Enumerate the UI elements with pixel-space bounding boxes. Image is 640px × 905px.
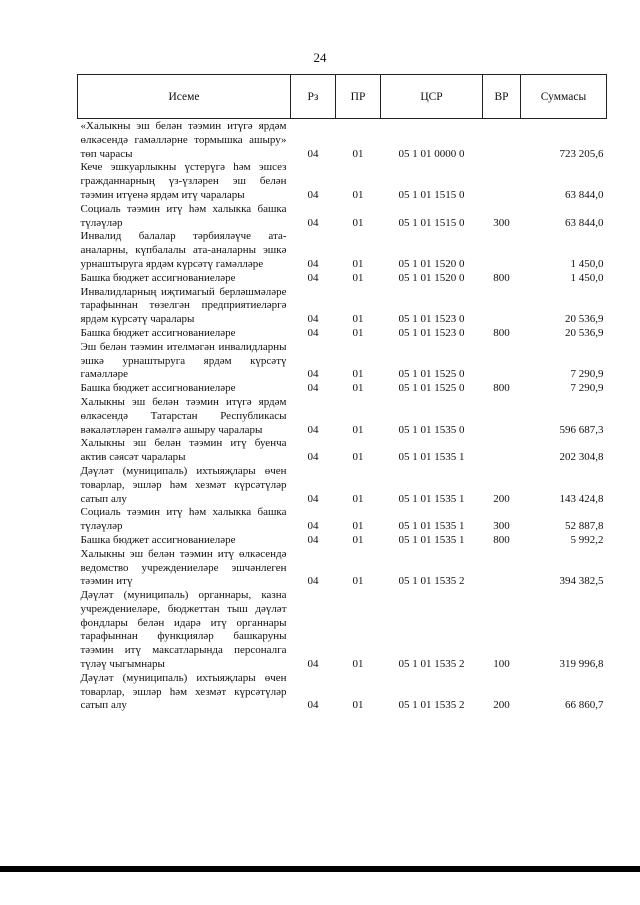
header-rz: Рз [291, 75, 336, 119]
row-name: Социаль тәэмин итү һәм халыкка башка түләүләр [80, 506, 287, 533]
row-pr: 01 [352, 451, 364, 464]
row-name: «Халыкны эш белән тәэмин итүгә ярдәм өлкәсендә гамәлләрне тормышка ашыру» төп чарасы [80, 120, 287, 160]
row-sum: 143 424,8 [559, 492, 604, 505]
row-rz: 04 [307, 492, 319, 505]
row-csr: 05 1 01 1515 0 [398, 188, 465, 201]
row-pr: 01 [352, 658, 364, 671]
table-row [78, 672, 607, 713]
row-csr: 05 1 01 1535 2 [398, 699, 465, 712]
row-name: Эш белән тәэмин ителмәгән инвалидларны эшкә урнаштыруга ярдәм күрсәтү гамәлләре [80, 340, 287, 381]
table-row [78, 465, 607, 506]
row-vr [483, 548, 521, 589]
row-pr: 01 [352, 326, 364, 339]
row-vr [483, 119, 521, 162]
row-name: Инвалидларның иҗтимагый берләшмәләре тарафыннан төзелгән предприятиеләргә ярдәм күрсәтү чаралары [80, 285, 287, 326]
row-rz: 04 [307, 423, 319, 436]
table-row [78, 506, 607, 534]
row-rz: 04 [307, 575, 319, 588]
row-vr [483, 230, 521, 271]
table-row [78, 548, 607, 589]
table-row [78, 286, 607, 327]
row-sum: 394 382,5 [559, 575, 604, 588]
table-row [78, 161, 607, 202]
row-vr: 800 [493, 533, 510, 546]
row-vr: 200 [493, 699, 510, 712]
row-sum: 63 844,0 [565, 188, 604, 201]
row-rz: 04 [307, 188, 319, 201]
table-row [78, 534, 607, 548]
row-rz: 04 [307, 451, 319, 464]
row-sum: 319 996,8 [559, 658, 604, 671]
row-sum: 52 887,8 [565, 520, 604, 533]
row-csr: 05 1 01 1535 0 [398, 423, 465, 436]
row-name: Башка бюджет ассигнованиеләре [80, 326, 236, 339]
row-pr: 01 [352, 423, 364, 436]
row-rz: 04 [307, 216, 319, 229]
row-vr: 800 [493, 382, 510, 395]
row-pr: 01 [352, 271, 364, 284]
row-pr: 01 [352, 216, 364, 229]
table-row [78, 382, 607, 396]
row-pr: 01 [352, 368, 364, 381]
row-pr: 01 [352, 188, 364, 201]
row-sum: 1 450,0 [570, 271, 604, 284]
row-vr [483, 161, 521, 202]
table-row [78, 119, 607, 162]
row-name: Халыкны эш белән тәэмин итү өлкәсендә ведомство учреждениеләре эшчәнлеген тәэмин итү [80, 547, 287, 588]
table-row [78, 203, 607, 231]
row-csr: 05 1 01 0000 0 [398, 147, 465, 160]
row-csr: 05 1 01 1515 0 [398, 216, 465, 229]
row-rz: 04 [307, 699, 319, 712]
row-pr: 01 [352, 699, 364, 712]
row-rz: 04 [307, 147, 319, 160]
row-vr: 100 [493, 658, 510, 671]
row-name: Башка бюджет ассигнованиеләре [80, 533, 236, 546]
row-sum: 596 687,3 [559, 423, 604, 436]
row-pr: 01 [352, 533, 364, 546]
row-sum: 7 290,9 [570, 382, 604, 395]
row-rz: 04 [307, 313, 319, 326]
row-csr: 05 1 01 1523 0 [398, 326, 465, 339]
row-csr: 05 1 01 1535 2 [398, 575, 465, 588]
row-vr [483, 286, 521, 327]
row-name: Социаль тәэмин итү һәм халыкка башка түләүләр [80, 202, 287, 229]
row-sum: 20 536,9 [565, 326, 604, 339]
table-row [78, 589, 607, 672]
row-sum: 20 536,9 [565, 313, 604, 326]
table-row [78, 327, 607, 341]
row-vr: 800 [493, 271, 510, 284]
row-rz: 04 [307, 368, 319, 381]
header-name: Исеме [78, 75, 291, 119]
row-vr [483, 396, 521, 437]
row-sum: 723 205,6 [559, 147, 604, 160]
header-sum: Суммасы [521, 75, 607, 119]
page-bottom-border [0, 866, 640, 872]
table-header-row [78, 75, 607, 119]
row-pr: 01 [352, 257, 364, 270]
row-csr: 05 1 01 1535 1 [398, 492, 465, 505]
row-rz: 04 [307, 533, 319, 546]
row-vr: 800 [493, 326, 510, 339]
row-name: Халыкны эш белән тәэмин итүгә ярдәм өлкәсендә Татарстан Республикасы вәкаләтләрен гамәлгә ашыру чаралары [80, 395, 287, 436]
row-pr: 01 [352, 382, 364, 395]
row-csr: 05 1 01 1520 0 [398, 271, 465, 284]
row-rz: 04 [307, 271, 319, 284]
row-pr: 01 [352, 575, 364, 588]
row-pr: 01 [352, 520, 364, 533]
table-body [78, 119, 607, 714]
row-csr: 05 1 01 1535 1 [398, 451, 465, 464]
row-sum: 63 844,0 [565, 216, 604, 229]
row-rz: 04 [307, 326, 319, 339]
row-name: Кече эшкуарлыкны үстерүгә һәм эшсез гражданнарның үз-үзләрен эш белән тәэмин итүенә ярдәм итү чаралары [80, 161, 287, 201]
row-pr: 01 [352, 147, 364, 160]
row-csr: 05 1 01 1523 0 [398, 313, 465, 326]
row-rz: 04 [307, 520, 319, 533]
header-csr: ЦСР [381, 75, 483, 119]
table-row [78, 272, 607, 286]
row-csr: 05 1 01 1535 1 [398, 533, 465, 546]
row-sum: 7 290,9 [570, 368, 604, 381]
budget-table [77, 74, 607, 713]
row-vr: 300 [493, 520, 510, 533]
table-row [78, 396, 607, 437]
row-name: Башка бюджет ассигнованиеләре [80, 271, 236, 284]
row-csr: 05 1 01 1525 0 [398, 368, 465, 381]
row-name: Халыкны эш белән тәэмин итү буенча актив сәясәт чаралары [80, 437, 287, 464]
row-sum: 202 304,8 [559, 451, 604, 464]
row-rz: 04 [307, 382, 319, 395]
row-pr: 01 [352, 492, 364, 505]
row-sum: 1 450,0 [570, 257, 604, 270]
header-pr: ПР [336, 75, 381, 119]
row-csr: 05 1 01 1520 0 [398, 257, 465, 270]
row-name: Башка бюджет ассигнованиеләре [80, 382, 236, 395]
budget-table-wrapper [77, 74, 606, 713]
row-rz: 04 [307, 658, 319, 671]
row-vr: 300 [493, 216, 510, 229]
row-csr: 05 1 01 1535 2 [398, 658, 465, 671]
row-name: Дәүләт (муниципаль) органнары, казна учреждениеләре, бюджеттан тыш дәүләт фондлары белән идарә итү органнары тарафыннан функцияләр башкаруны тәэмин итү максатларында персоналга түләү чыгымнары [80, 589, 287, 671]
row-vr: 200 [493, 492, 510, 505]
table-row [78, 437, 607, 465]
row-vr [483, 437, 521, 465]
row-name: Дәүләт (муниципаль) ихтыяҗлары өчен товарлар, эшләр һәм хезмәт күрсәтүләр сатып алу [80, 464, 287, 505]
table-row [78, 230, 607, 271]
row-csr: 05 1 01 1525 0 [398, 382, 465, 395]
row-sum: 66 860,7 [565, 699, 604, 712]
row-name: Дәүләт (муниципаль) ихтыяҗлары өчен товарлар, эшләр һәм хезмәт күрсәтүләр сатып алу [80, 671, 287, 712]
page-number: 24 [313, 50, 327, 65]
row-vr [483, 341, 521, 382]
row-name: Инвалид балалар тәрбияләүче ата-аналарны, күпбалалы ата-аналарны эшкә урнаштыруга ярдәм күрсәтү гамәлләре [80, 230, 287, 270]
header-vr: ВР [483, 75, 521, 119]
row-sum: 5 992,2 [570, 533, 604, 546]
row-pr: 01 [352, 313, 364, 326]
row-csr: 05 1 01 1535 1 [398, 520, 465, 533]
row-rz: 04 [307, 257, 319, 270]
table-row [78, 341, 607, 382]
